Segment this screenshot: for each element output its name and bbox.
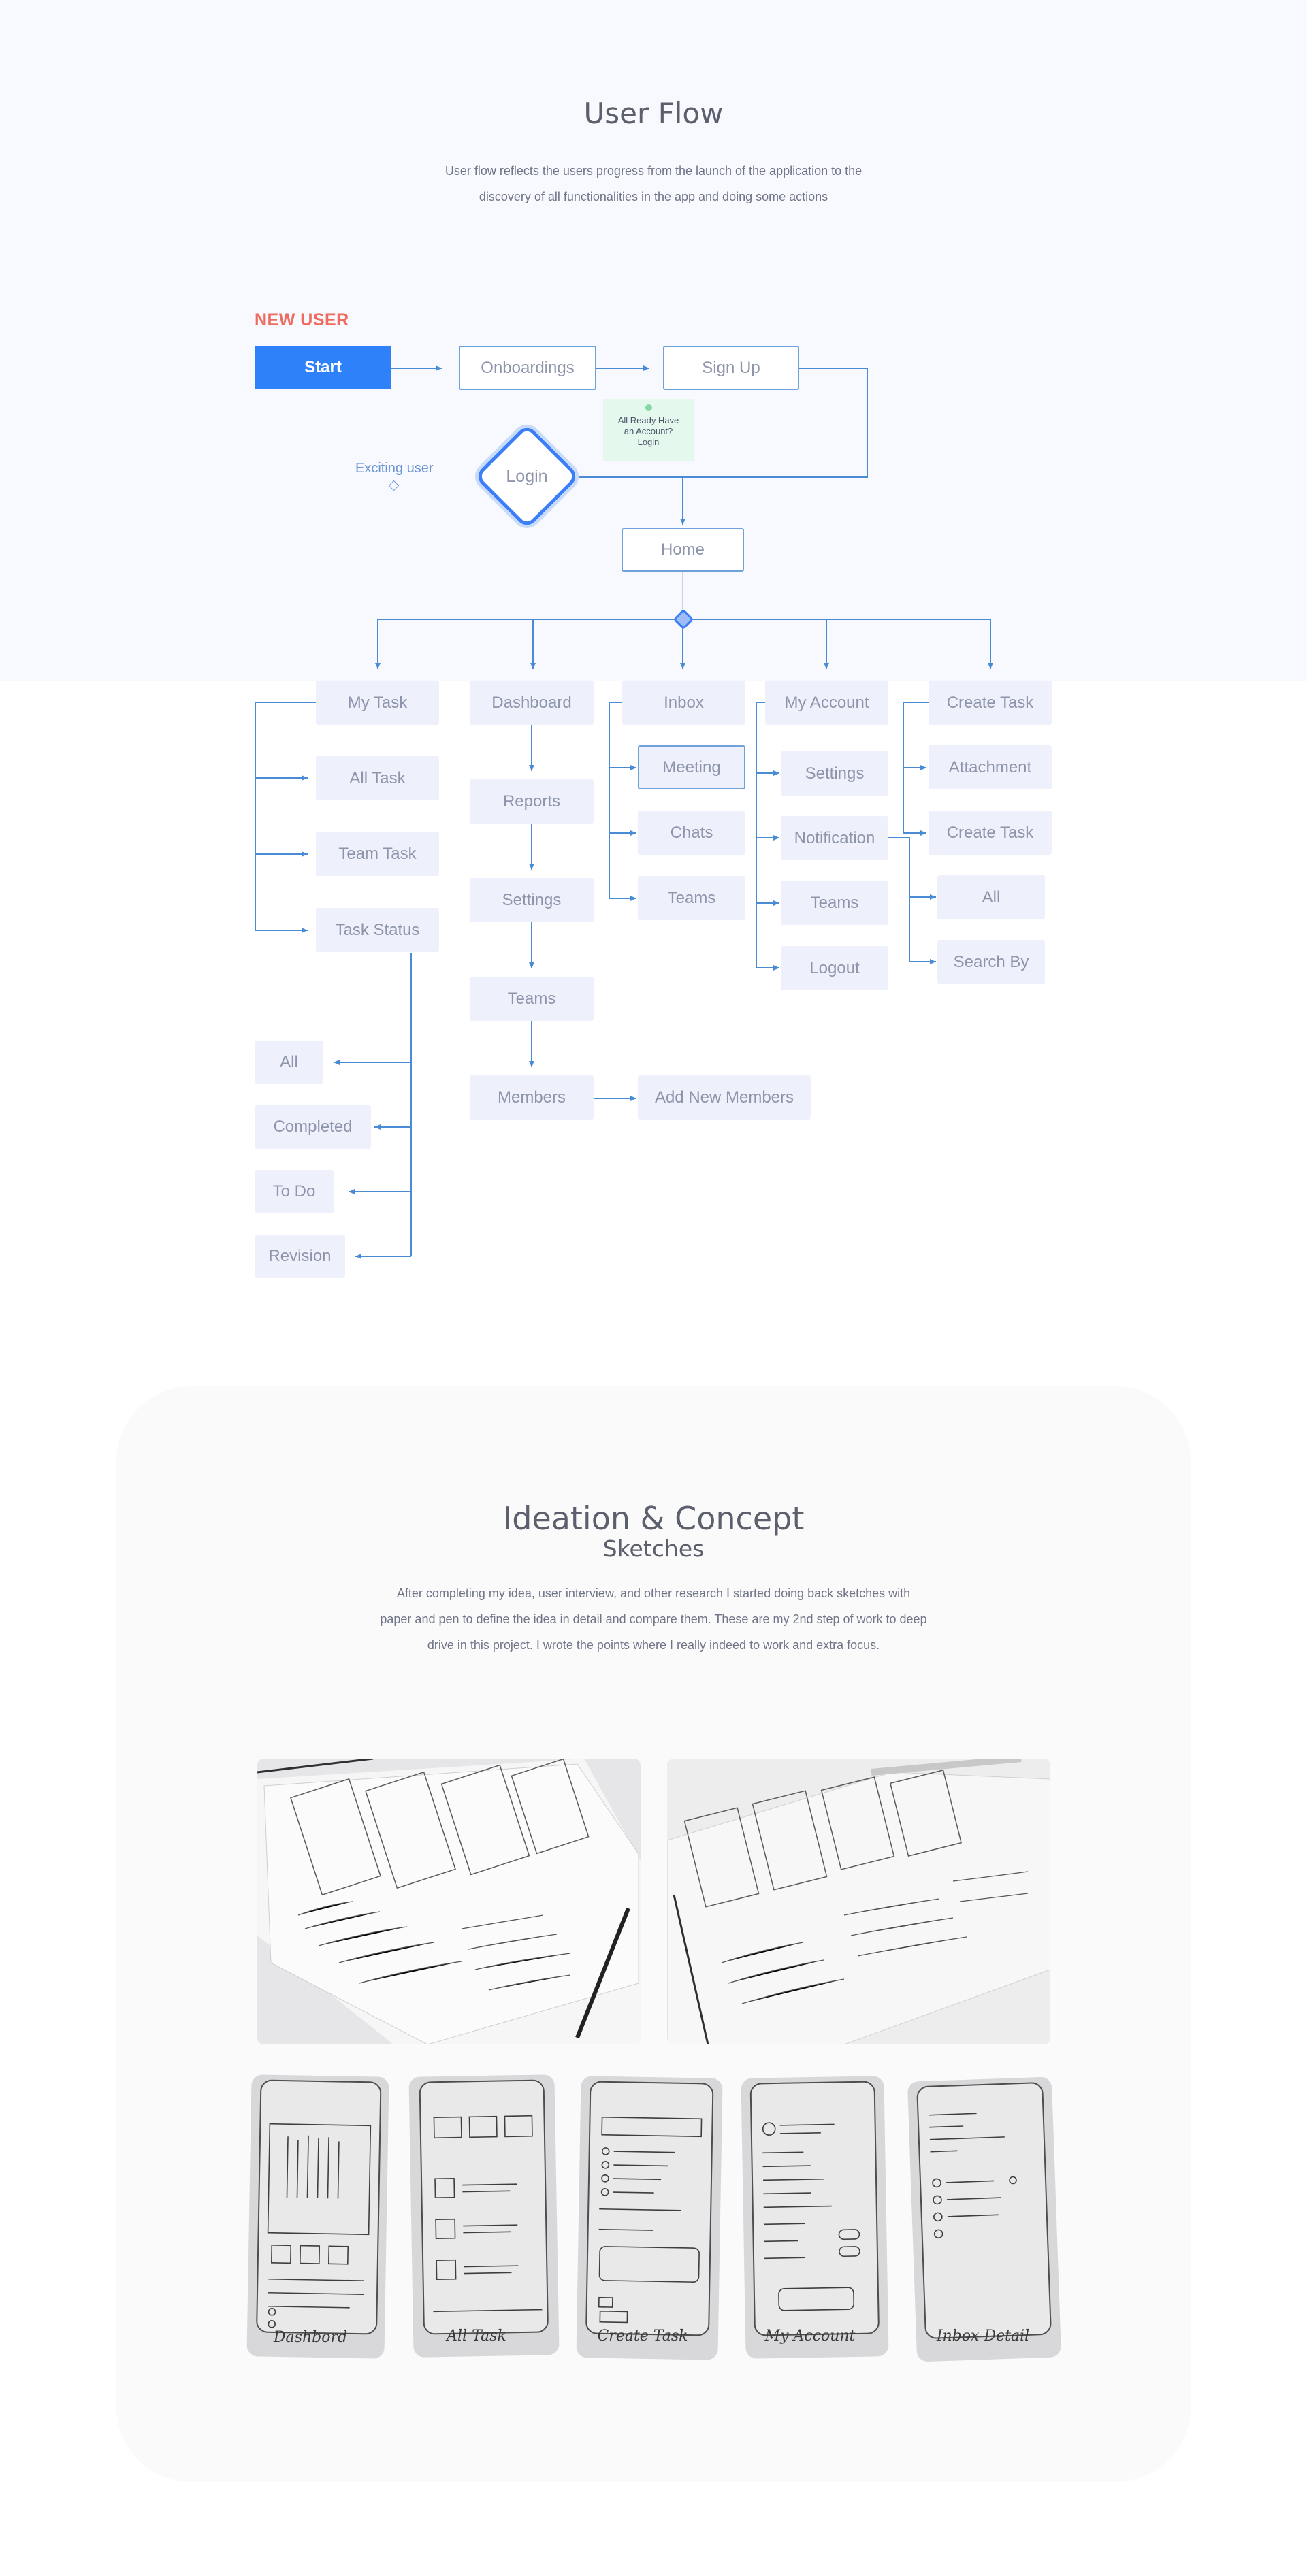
- node-home: Home: [622, 528, 744, 572]
- all-task-sketch-image: [408, 2074, 559, 2358]
- sketch-phone-dashboard: [246, 2074, 389, 2358]
- notebook-sketch-image: [257, 1759, 641, 2044]
- node-create-task-1: Create Task: [929, 681, 1052, 725]
- node-my-account: My Account: [765, 681, 888, 725]
- node-account-teams: Teams: [781, 881, 888, 925]
- sketch-caption-3: Create Task: [597, 2328, 688, 2345]
- node-login: Login: [506, 467, 548, 486]
- node-onboardings: Onboardings: [459, 346, 596, 390]
- node-task-status: Task Status: [316, 908, 439, 952]
- user-flow-description-line-1: User flow reflects the users progress from the launch of the application to the: [445, 164, 862, 178]
- node-sign-up: Sign Up: [663, 346, 799, 390]
- already-have-account-note: [603, 399, 694, 461]
- sketch-phone-all-task: [408, 2074, 559, 2358]
- sketch-caption-5: Inbox Detail: [936, 2328, 1030, 2345]
- node-create-task-2: Create Task: [929, 811, 1052, 855]
- node-status-all: All: [255, 1041, 323, 1084]
- inbox-detail-sketch-image: [907, 2076, 1061, 2362]
- note-line-2: an Account?: [624, 426, 673, 436]
- node-start: Start: [255, 346, 391, 389]
- node-create-task-all: All: [937, 875, 1045, 919]
- ideation-description-line-2: paper and pen to define the idea in detail and compare them. These are my 2nd step of work to deep: [380, 1612, 927, 1626]
- ideation-title: Ideation & Concept: [502, 1500, 805, 1537]
- node-chats: Chats: [638, 811, 745, 855]
- sketch-caption-4: My Account: [764, 2328, 856, 2345]
- node-all-task: All Task: [316, 756, 439, 800]
- sketch-photo-notebook-right: [667, 1759, 1050, 2044]
- ideation-description: [313, 1580, 994, 1658]
- user-flow-description-line-2: discovery of all functionalities in the app and doing some actions: [479, 190, 828, 203]
- node-status-revision: Revision: [255, 1235, 345, 1278]
- node-members: Members: [470, 1075, 594, 1120]
- ideation-description-line-1: After completing my idea, user interview, and other research I started doing back sketches with: [396, 1586, 911, 1600]
- sketch-photo-notebook-left: [257, 1759, 641, 2044]
- node-dashboard-settings: Settings: [470, 878, 594, 922]
- node-dashboard: Dashboard: [470, 681, 594, 725]
- sketch-caption-1: Dashbord: [273, 2329, 348, 2346]
- note-line-1: All Ready Have: [617, 415, 679, 425]
- node-reports: Reports: [470, 779, 594, 824]
- node-inbox-teams: Teams: [638, 876, 745, 920]
- node-dashboard-teams: Teams: [470, 977, 594, 1021]
- existing-user-label: Exciting user: [355, 461, 434, 476]
- note-line-3: Login: [637, 437, 660, 447]
- note-dot-icon: [645, 404, 652, 411]
- new-user-label: NEW USER: [255, 310, 349, 329]
- node-logout: Logout: [781, 946, 888, 990]
- node-my-task: My Task: [316, 681, 439, 725]
- node-attachment: Attachment: [929, 745, 1052, 789]
- node-add-new-members: Add New Members: [638, 1075, 811, 1120]
- sketch-phone-inbox-detail: [907, 2076, 1061, 2362]
- node-team-task: Team Task: [316, 832, 439, 876]
- sketch-phone-my-account: [741, 2076, 888, 2359]
- node-inbox: Inbox: [622, 681, 745, 725]
- node-meeting: Meeting: [638, 745, 745, 789]
- my-account-sketch-image: [741, 2076, 888, 2359]
- sketch-phone-create-task: [576, 2076, 722, 2360]
- node-notification: Notification: [781, 816, 888, 860]
- node-search-by: Search By: [937, 940, 1045, 984]
- ideation-subtitle: Sketches: [602, 1535, 705, 1562]
- notebook-sketch-image-2: [667, 1759, 1050, 2044]
- ideation-description-line-3: drive in this project. I wrote the points where I really indeed to work and extra focus.: [427, 1638, 880, 1652]
- node-status-completed: Completed: [255, 1105, 371, 1149]
- user-flow-title: User Flow: [583, 97, 724, 130]
- create-task-sketch-image: [576, 2076, 722, 2360]
- dashboard-sketch-image: [246, 2074, 389, 2358]
- node-account-settings: Settings: [781, 751, 888, 796]
- node-status-todo: To Do: [255, 1170, 334, 1213]
- sketch-caption-2: All Task: [447, 2328, 506, 2345]
